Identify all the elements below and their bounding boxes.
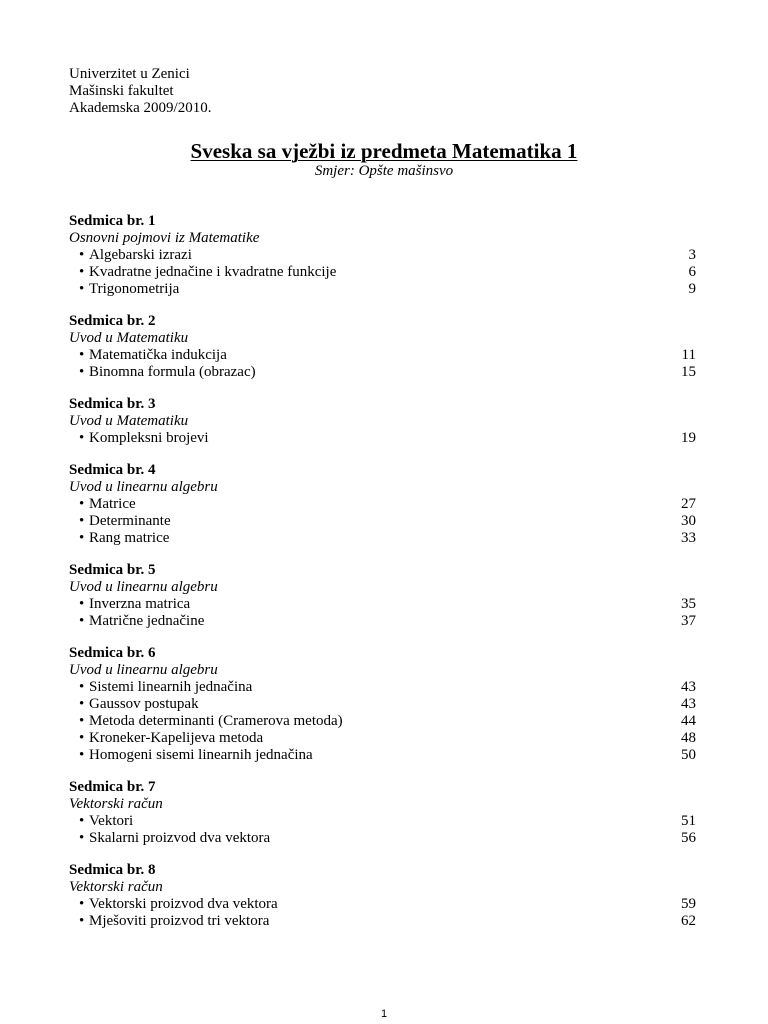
toc-entry-page: 43 xyxy=(681,696,696,712)
toc-entry-page: 50 xyxy=(681,747,696,763)
toc-entry xyxy=(69,830,696,847)
document-subtitle: Smjer: Opšte mašinsvo xyxy=(314,163,454,179)
toc-entry xyxy=(69,730,696,747)
bullet-icon: • xyxy=(79,281,85,297)
toc-entry-label: Kroneker-Kapelijeva metoda xyxy=(89,730,264,746)
toc-entry xyxy=(69,613,696,630)
bullet-icon: • xyxy=(79,496,85,512)
week-title: Sedmica br. 5 xyxy=(69,562,156,578)
toc-entry xyxy=(69,679,696,696)
toc-entry-page: 48 xyxy=(681,730,696,746)
bullet-icon: • xyxy=(79,696,85,712)
week-section xyxy=(69,313,696,381)
toc-entry-left xyxy=(69,247,192,264)
toc-entry xyxy=(69,347,696,364)
toc-entry-left xyxy=(69,281,179,298)
bullet-icon: • xyxy=(79,530,85,546)
week-title: Sedmica br. 1 xyxy=(69,213,156,229)
bullet-icon: • xyxy=(79,679,85,695)
toc-entry-left xyxy=(69,364,256,381)
toc-entry-page: 27 xyxy=(681,496,696,512)
toc-entry-left xyxy=(69,496,136,513)
toc-entry-label: Vektorski proizvod dva vektora xyxy=(89,896,278,912)
toc-entry-left xyxy=(69,830,270,847)
toc-entry xyxy=(69,496,696,513)
bullet-icon: • xyxy=(79,730,85,746)
toc-entry-label: Matematička indukcija xyxy=(89,347,227,363)
bullet-icon: • xyxy=(79,830,85,846)
toc-entry-page: 43 xyxy=(681,679,696,695)
week-section xyxy=(69,645,696,764)
document-header xyxy=(69,66,211,117)
week-title: Sedmica br. 8 xyxy=(69,862,156,878)
week-title: Sedmica br. 3 xyxy=(69,396,156,412)
toc-entry-label: Inverzna matrica xyxy=(89,596,191,612)
toc-entry-label: Mješoviti proizvod tri vektora xyxy=(89,913,270,929)
toc-entry-page: 11 xyxy=(681,347,696,363)
toc-entry-page: 9 xyxy=(688,281,696,297)
toc-entry-label: Sistemi linearnih jednačina xyxy=(89,679,253,695)
toc-entry-page: 33 xyxy=(681,530,696,546)
week-subtitle: Uvod u linearnu algebru xyxy=(69,479,218,495)
toc-entry-page: 30 xyxy=(681,513,696,529)
week-subtitle: Uvod u linearnu algebru xyxy=(69,662,218,678)
toc-entry-left xyxy=(69,679,252,696)
page-number: 1 xyxy=(380,1008,388,1020)
toc-entry xyxy=(69,430,696,447)
toc-entry-page: 44 xyxy=(681,713,696,729)
week-title: Sedmica br. 6 xyxy=(69,645,156,661)
toc-entry-label: Gaussov postupak xyxy=(89,696,199,712)
week-subtitle: Vektorski račun xyxy=(69,879,163,895)
toc-entry-left xyxy=(69,596,190,613)
toc-entry xyxy=(69,913,696,930)
bullet-icon: • xyxy=(79,364,85,380)
toc-entry-left xyxy=(69,613,204,630)
toc-entry-label: Binomna formula (obrazac) xyxy=(89,364,256,380)
bullet-icon: • xyxy=(79,247,85,263)
toc-entry-page: 35 xyxy=(681,596,696,612)
bullet-icon: • xyxy=(79,713,85,729)
week-subtitle: Uvod u Matematiku xyxy=(69,330,189,346)
week-subtitle: Osnovni pojmovi iz Matematike xyxy=(69,230,260,246)
bullet-icon: • xyxy=(79,347,85,363)
toc-entry-left xyxy=(69,730,263,747)
toc-entry-page: 62 xyxy=(681,913,696,929)
toc-entry-label: Kvadratne jednačine i kvadratne funkcije xyxy=(89,264,337,280)
toc-entry xyxy=(69,264,696,281)
week-title: Sedmica br. 2 xyxy=(69,313,156,329)
week-subtitle: Uvod u linearnu algebru xyxy=(69,579,218,595)
toc-entry-left xyxy=(69,430,209,447)
toc-entry-left xyxy=(69,713,343,730)
faculty-name: Mašinski fakultet xyxy=(69,83,174,99)
toc-entry-left xyxy=(69,747,313,764)
week-subtitle: Vektorski račun xyxy=(69,796,163,812)
toc-entry-label: Kompleksni brojevi xyxy=(89,430,209,446)
week-section xyxy=(69,462,696,547)
toc-entry-label: Metoda determinanti (Cramerova metoda) xyxy=(89,713,343,729)
toc-entry-label: Determinante xyxy=(89,513,171,529)
toc-entry-label: Algebarski izrazi xyxy=(89,247,192,263)
toc-entry-page: 6 xyxy=(688,264,696,280)
toc-entry-label: Matrice xyxy=(89,496,136,512)
toc-entry-label: Homogeni sisemi linearnih jednačina xyxy=(89,747,313,763)
toc-entry-left xyxy=(69,347,227,364)
toc-entry xyxy=(69,513,696,530)
toc-entry-left xyxy=(69,896,278,913)
toc-entry-page: 56 xyxy=(681,830,696,846)
toc-entry-page: 3 xyxy=(688,247,696,263)
bullet-icon: • xyxy=(79,513,85,529)
toc-entry-left xyxy=(69,913,269,930)
toc-entry-label: Trigonometrija xyxy=(89,281,180,297)
week-section xyxy=(69,396,696,447)
toc-entry xyxy=(69,596,696,613)
toc-entry-page: 19 xyxy=(681,430,696,446)
bullet-icon: • xyxy=(79,896,85,912)
bullet-icon: • xyxy=(79,913,85,929)
document-title xyxy=(0,138,768,164)
toc-entry-label: Matrične jednačine xyxy=(89,613,205,629)
toc-entry-left xyxy=(69,513,171,530)
bullet-icon: • xyxy=(79,430,85,446)
week-section xyxy=(69,862,696,930)
toc-entry-label: Skalarni proizvod dva vektora xyxy=(89,830,271,846)
toc-entry-left xyxy=(69,813,133,830)
week-section xyxy=(69,562,696,630)
toc-entry-left xyxy=(69,696,199,713)
document-title-text: Sveska sa vježbi iz predmeta Matematika 1 xyxy=(190,139,578,163)
toc-entry-left xyxy=(69,264,336,281)
toc-entry-left xyxy=(69,530,169,547)
academic-year: Akademska 2009/2010. xyxy=(69,100,212,116)
toc-entry xyxy=(69,747,696,764)
toc-entry xyxy=(69,713,696,730)
bullet-icon: • xyxy=(79,747,85,763)
week-subtitle: Uvod u Matematiku xyxy=(69,413,189,429)
university-name: Univerzitet u Zenici xyxy=(69,66,190,82)
week-section xyxy=(69,779,696,847)
bullet-icon: • xyxy=(79,264,85,280)
week-section xyxy=(69,213,696,298)
toc-entry-page: 59 xyxy=(681,896,696,912)
week-title: Sedmica br. 4 xyxy=(69,462,156,478)
toc-entry-label: Rang matrice xyxy=(89,530,170,546)
toc-entry xyxy=(69,696,696,713)
toc-entry xyxy=(69,530,696,547)
table-of-contents xyxy=(69,213,696,945)
toc-entry-page: 15 xyxy=(681,364,696,380)
bullet-icon: • xyxy=(79,596,85,612)
week-title: Sedmica br. 7 xyxy=(69,779,156,795)
toc-entry-page: 37 xyxy=(681,613,696,629)
toc-entry xyxy=(69,896,696,913)
toc-entry-label: Vektori xyxy=(89,813,134,829)
bullet-icon: • xyxy=(79,813,85,829)
toc-entry xyxy=(69,364,696,381)
bullet-icon: • xyxy=(79,613,85,629)
toc-entry xyxy=(69,281,696,298)
toc-entry-page: 51 xyxy=(681,813,696,829)
toc-entry xyxy=(69,813,696,830)
toc-entry xyxy=(69,247,696,264)
